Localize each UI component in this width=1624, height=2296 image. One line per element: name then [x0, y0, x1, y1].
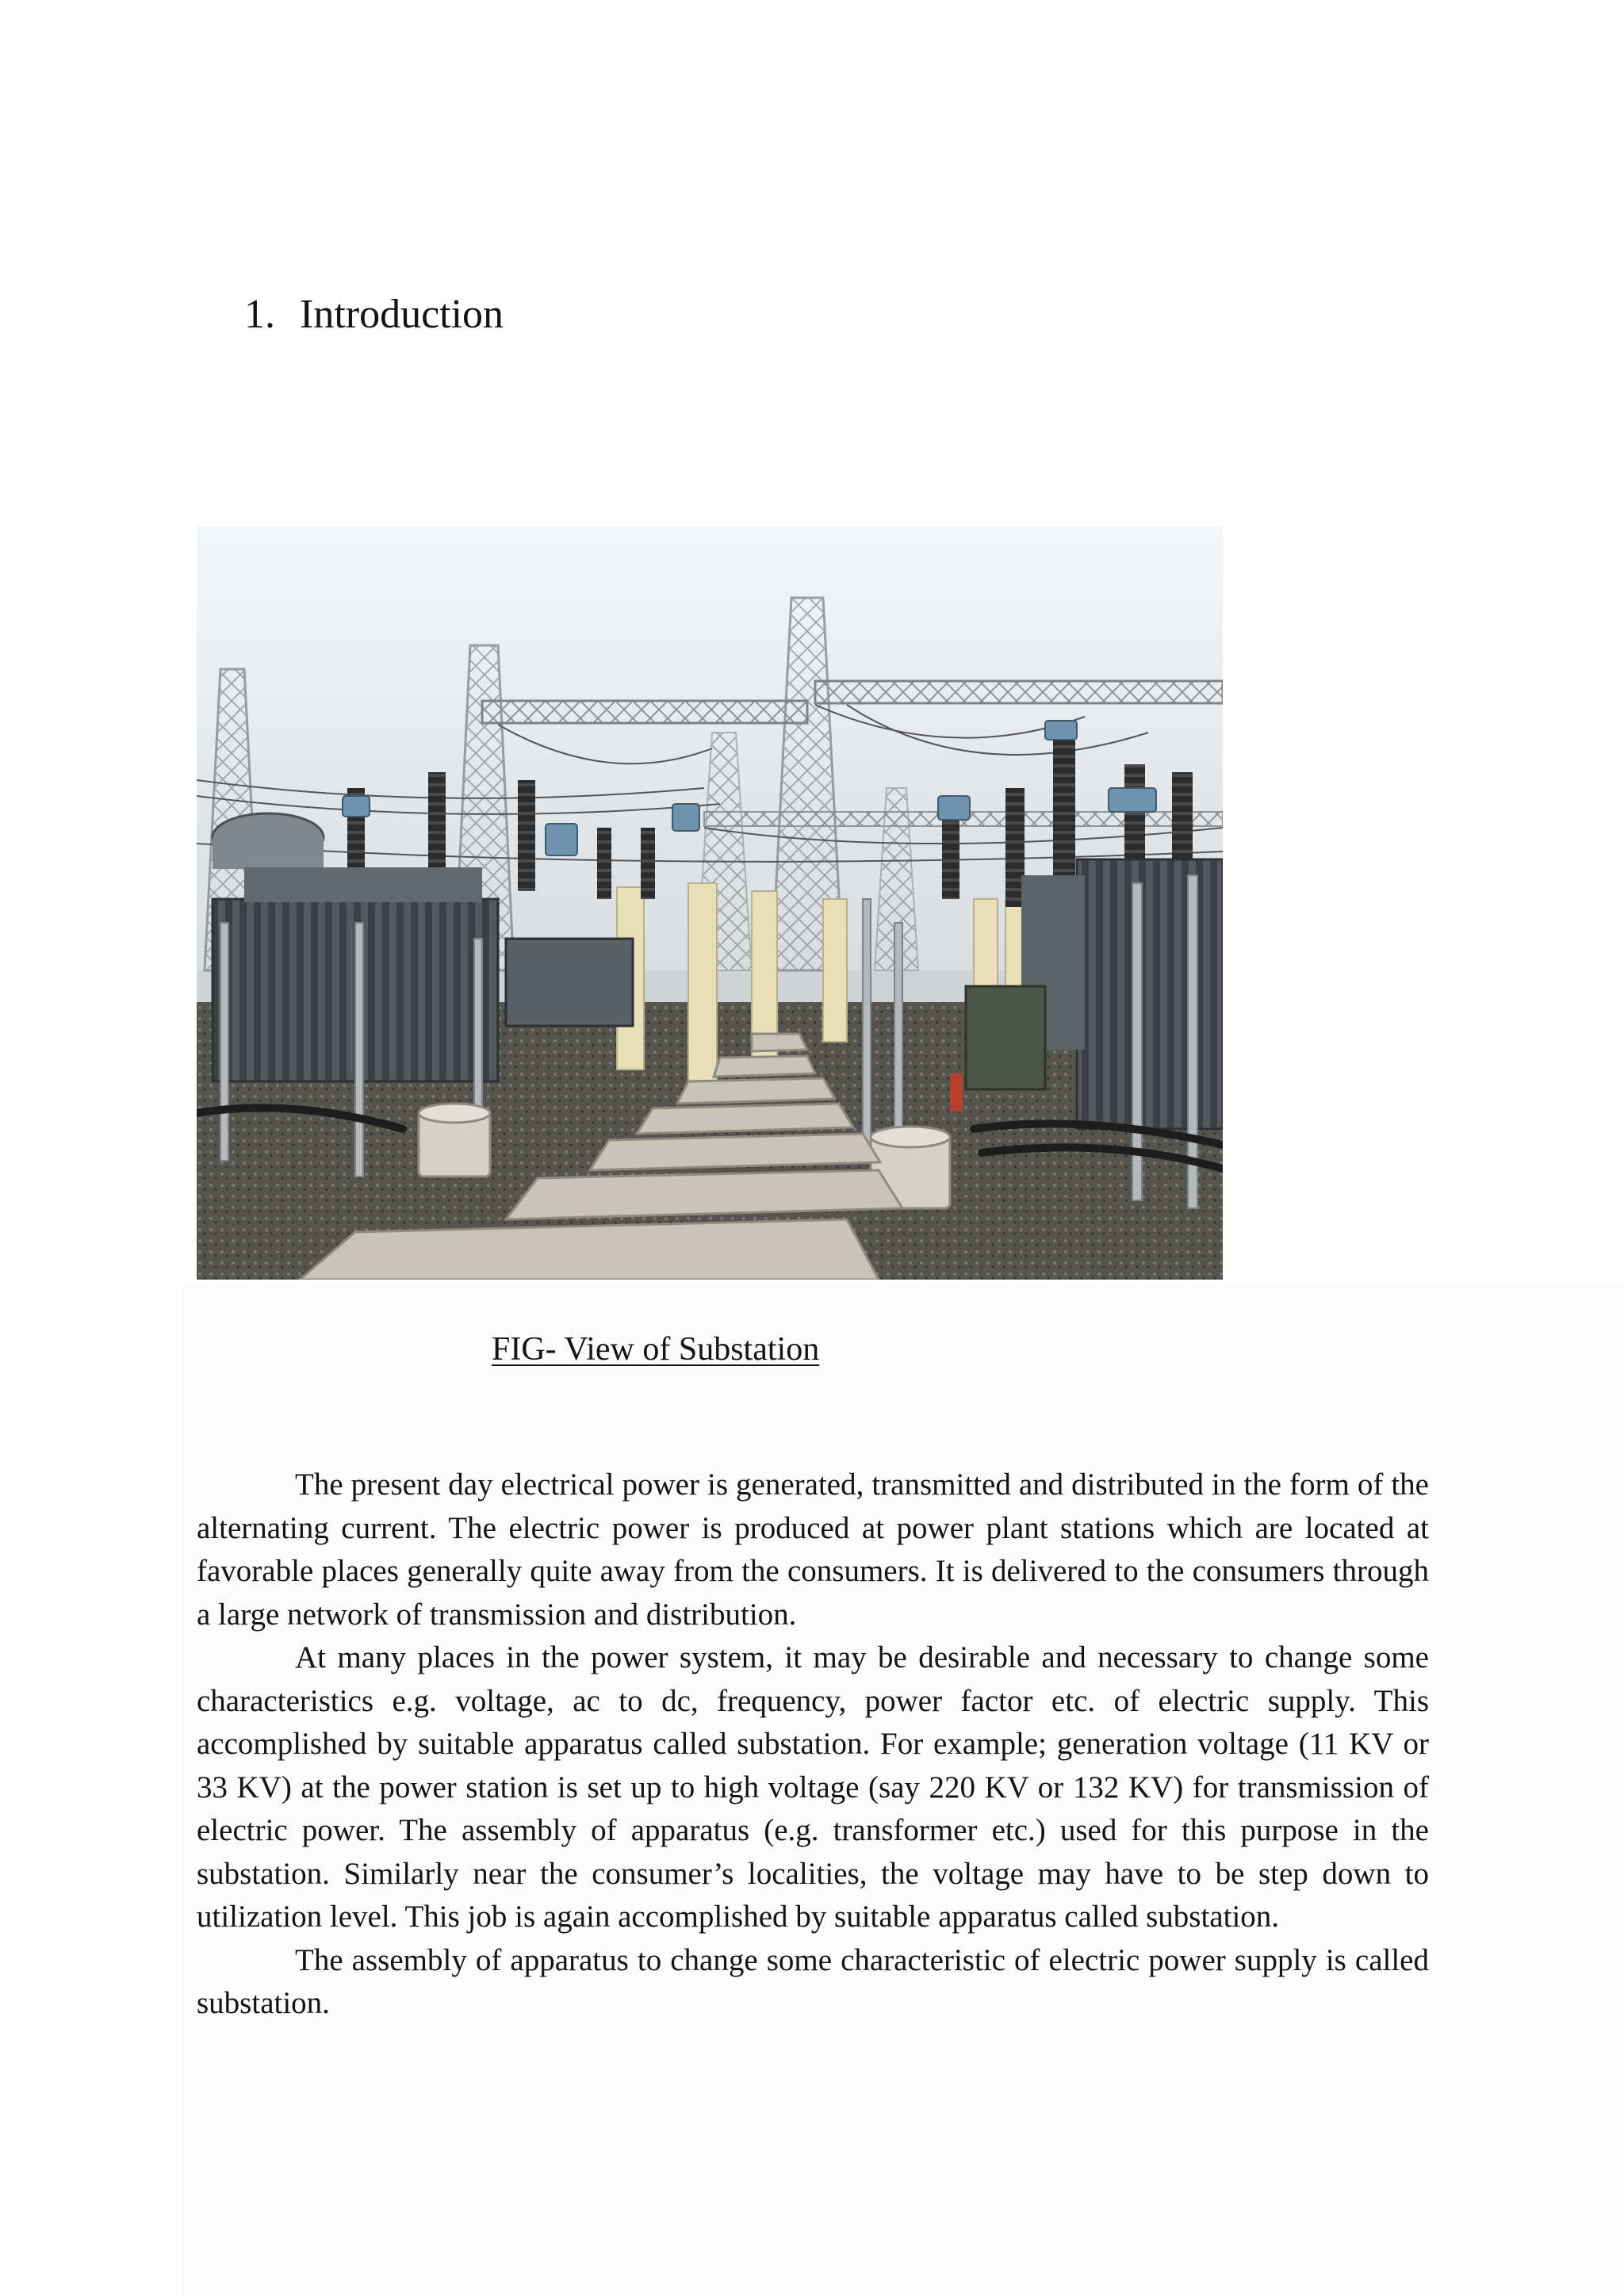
section-title: Introduction — [300, 292, 504, 337]
substation-photo — [197, 526, 1223, 1280]
paragraph-3: The assembly of apparatus to change some characteristic of electric power supply is called substation. — [197, 1942, 1429, 2020]
figure-caption: FIG- View of Substation — [492, 1331, 820, 1368]
body-text — [197, 1464, 1429, 2026]
section-heading — [244, 287, 504, 342]
section-number: 1. — [244, 292, 275, 337]
paragraph-2: At many places in the power system, it may be desirable and necessary to change some characteristics e.g. voltage, ac to dc, frequency, power factor etc. of electric supply. This accomplished by suitable apparatus called substation. For example; generation voltage (11 KV or 33 KV) at the power station is set up to high voltage (say 220 KV or 132 KV) for transmission of electric power. The assembly of apparatus (e.g. transformer etc.) used for this purpose in the substation. Similarly near the consumer’s localities, the voltage may have to be step down to utilization level. This job is again accomplished by suitable apparatus called substation. — [197, 1640, 1429, 1934]
paragraph-1: The present day electrical power is generated, transmitted and distributed in the form of the alternating current. The electric power is produced at power plant stations which are located at favorable places generally quite away from the consumers. It is delivered to the consumers through a large network of transmission and distribution. — [197, 1468, 1429, 1632]
